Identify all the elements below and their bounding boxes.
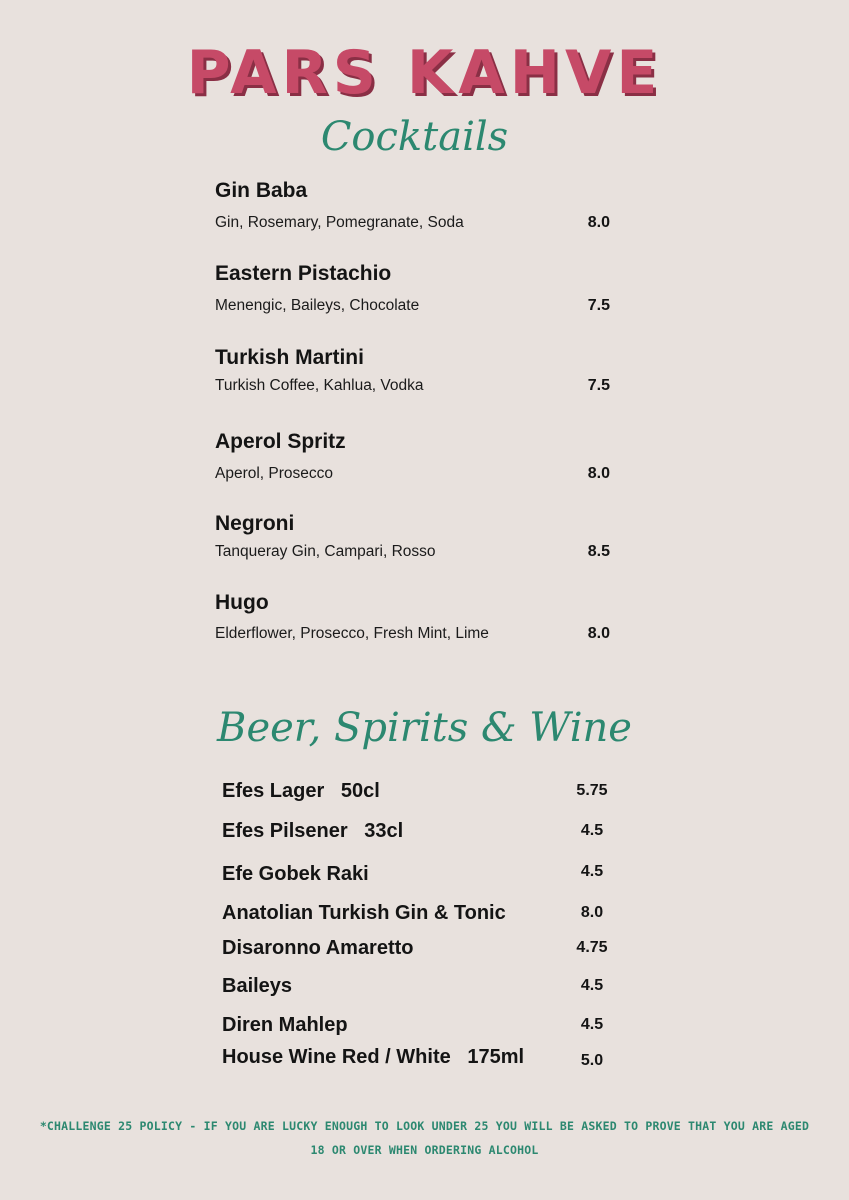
- item-ingredients: Gin, Rosemary, Pomegranate, Soda: [215, 214, 464, 231]
- item-price: 8.0: [587, 625, 610, 642]
- item-price: 4.75: [576, 939, 608, 956]
- item-ingredients: Turkish Coffee, Kahlua, Vodka: [215, 377, 424, 394]
- item-name: Gin Baba: [215, 179, 308, 202]
- challenge-25-policy-note: *CHALLENGE 25 POLICY - IF YOU ARE LUCKY ENOUGH TO LOOK UNDER 25 YOU WILL BE ASKED TO PROVE THAT YOU ARE AGED 18 OR OVER WHEN ORDERING ALCOHOL: [39, 1119, 810, 1157]
- item-price: 8.0: [587, 465, 610, 482]
- item-name: Turkish Martini: [215, 346, 364, 369]
- item-price: 4.5: [580, 822, 604, 839]
- item-name: Baileys: [222, 975, 293, 997]
- item-name: Hugo: [215, 591, 269, 614]
- item-price: 5.0: [580, 1052, 604, 1069]
- item-name: Disaronno Amaretto: [222, 937, 414, 959]
- item-name: Diren Mahlep: [222, 1014, 348, 1036]
- item-name: Aperol Spritz: [215, 430, 346, 453]
- item-price: 7.5: [587, 377, 610, 394]
- item-price: 4.5: [580, 977, 604, 994]
- item-price: 8.5: [587, 543, 610, 560]
- item-name: Anatolian Turkish Gin & Tonic: [222, 902, 506, 924]
- section-heading-beer-spirits-wine: Beer, Spirits & Wine: [217, 705, 632, 751]
- item-name: Efe Gobek Raki: [222, 863, 369, 885]
- item-price: 8.0: [587, 214, 610, 231]
- item-name: Efes Pilsener 33cl: [222, 820, 404, 842]
- section-heading-cocktails: Cocktails: [320, 114, 509, 160]
- item-name: Negroni: [215, 512, 295, 535]
- item-price: 4.5: [580, 863, 604, 880]
- item-ingredients: Aperol, Prosecco: [215, 465, 334, 482]
- item-name: Eastern Pistachio: [215, 262, 392, 285]
- item-price: 8.0: [580, 904, 604, 921]
- item-name: Efes Lager 50cl: [222, 780, 380, 802]
- item-price: 5.75: [576, 782, 608, 799]
- brand-title: PARS KAHVE: [186, 38, 663, 108]
- item-ingredients: Menengic, Baileys, Chocolate: [215, 297, 420, 314]
- item-ingredients: Tanqueray Gin, Campari, Rosso: [215, 543, 436, 560]
- item-price: 7.5: [587, 297, 610, 314]
- item-price: 4.5: [580, 1016, 604, 1033]
- item-ingredients: Elderflower, Prosecco, Fresh Mint, Lime: [215, 625, 489, 642]
- item-name: House Wine Red / White 175ml: [222, 1046, 525, 1068]
